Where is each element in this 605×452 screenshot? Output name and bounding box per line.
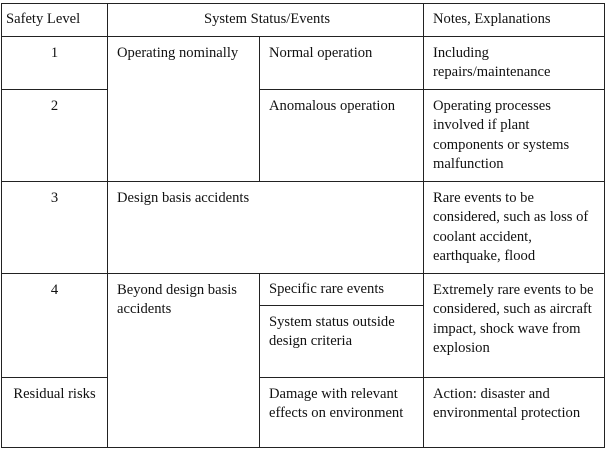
table-row [2,273,605,305]
table-row [2,36,605,89]
safety-level-cell: Residual risks [2,377,108,447]
safety-level-cell: 3 [2,181,108,273]
event-cell: Anomalous operation [260,89,424,181]
table-row [2,181,605,273]
header-row [2,4,605,37]
table-row [2,377,605,447]
safety-level-cell: 2 [2,89,108,181]
status-cell: Operating nominally [108,36,260,181]
event-cell: Normal operation [260,36,424,89]
header-safety-level: Safety Level [2,4,108,37]
notes-cell: Action: disaster and environmental protection [424,377,605,447]
notes-cell: Rare events to be considered, such as loss of coolant accident, earthquake, flood [424,181,605,273]
header-system-status: System Status/Events [108,4,424,37]
notes-cell: Operating processes involved if plant components or systems malfunction [424,89,605,181]
status-cell: Design basis accidents [108,181,424,273]
safety-level-cell: 4 [2,273,108,377]
table-row [2,89,605,181]
safety-levels-table [1,3,605,448]
notes-cell: Including repairs/maintenance [424,36,605,89]
status-cell: Beyond design basis accidents [108,273,260,447]
event-cell: Damage with relevant effects on environment [260,377,424,447]
event-cell: Specific rare events [260,273,424,305]
safety-level-cell: 1 [2,36,108,89]
header-notes: Notes, Explanations [424,4,605,37]
event-cell: System status outside design criteria [260,305,424,377]
notes-cell: Extremely rare events to be considered, such as aircraft impact, shock wave from explosion [424,273,605,377]
